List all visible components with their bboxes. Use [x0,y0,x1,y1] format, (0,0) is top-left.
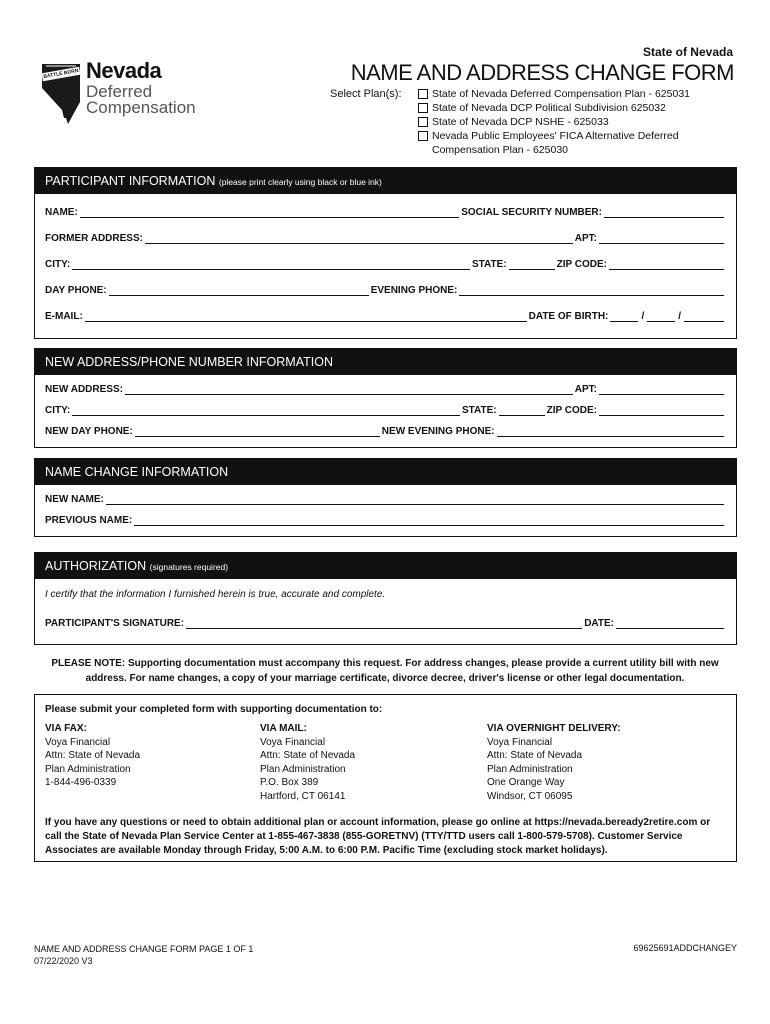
submission-heading: Please submit your completed form with supporting documentation to: [45,704,383,715]
former-address-field[interactable] [145,232,573,244]
state-field[interactable] [509,258,555,270]
participant-information-section [34,167,737,339]
former-address-row: FORMER ADDRESS: APT: [45,232,726,244]
section-header: NEW ADDRESS/PHONE NUMBER INFORMATION [35,349,736,375]
new-address-section [34,348,737,448]
nevada-deferred-compensation-logo [40,58,225,128]
signature-row: PARTICIPANT'S SIGNATURE: DATE: [45,617,726,629]
name-field[interactable] [80,206,459,218]
supporting-documentation-note: PLEASE NOTE: Supporting documentation must accompany this request. For address changes, please provide a current utility bill with new address. For name changes, a copy of your marriage certificate, divorce decree, driver's license or other legal documentation. [51,658,719,684]
new-zip-field[interactable] [599,404,724,416]
section-header: PARTICIPANT INFORMATION (please print clearly using black or blue ink) [35,168,736,194]
plan-checkbox[interactable] [418,131,428,141]
state-label: State of Nevada [642,45,733,59]
new-address-field[interactable] [125,383,573,395]
new-evening-phone-field[interactable] [497,425,724,437]
new-apt-field[interactable] [599,383,724,395]
plan-options [418,87,690,157]
logo-deferred-text: Deferred [86,82,153,101]
new-city-row: CITY: STATE: ZIP CODE: [45,404,726,416]
section-header: AUTHORIZATION (signatures required) [35,553,736,579]
fax-number: 1-844-496-0339 [45,777,117,788]
footer-form-code: 69625691ADDCHANGEY [633,943,737,953]
battle-born-ribbon: BATTLE BORN [43,67,79,81]
dob-year-field[interactable] [684,310,724,322]
logo-nevada-text: Nevada [86,58,162,83]
form-title: NAME AND ADDRESS CHANGE FORM [350,60,734,85]
former-apt-field[interactable] [599,232,724,244]
contact-information: If you have any questions or need to obtain additional plan or account information, please go online at https://nevada.beready2retire.com or call the State of Nevada Plan Service Center at 1-855-467-3838 (855-GORETNV) (TTY/TTD users call 1-800-579-5708). Customer Service Associates are available Monday through Friday, 5:00 A.M. to 6:00 P.M. Pacific Time (excluding stock market holidays). [45,817,711,856]
footer-page-info: NAME AND ADDRESS CHANGE FORM PAGE 1 OF 1 07/22/2020 V3 [34,944,254,966]
new-address-row: NEW ADDRESS: APT: [45,383,726,395]
phone-row: DAY PHONE: EVENING PHONE: [45,284,726,296]
name-row: NAME: SOCIAL SECURITY NUMBER: [45,206,726,218]
new-name-row: NEW NAME: [45,493,726,505]
via-fax-column: VIA FAX: Voya Financial Attn: State of Nevada Plan Administration 1-844-496-0339 [45,723,141,788]
previous-name-row: PREVIOUS NAME: [45,514,726,526]
certify-statement: I certify that the information I furnished herein is true, accurate and complete. [45,589,386,600]
logo-compensation-text: Compensation [86,98,196,117]
via-mail-column: VIA MAIL: Voya Financial Attn: State of Nevada Plan Administration P.O. Box 389 Hartford, CT 06141 [260,723,356,802]
section-header: NAME CHANGE INFORMATION [35,459,736,485]
new-phone-row: NEW DAY PHONE: NEW EVENING PHONE: [45,425,726,437]
signature-date-field[interactable] [616,617,724,629]
new-state-field[interactable] [499,404,545,416]
via-overnight-column: VIA OVERNIGHT DELIVERY: Voya Financial Attn: State of Nevada Plan Administration One Orange Way Windsor, CT 06095 [487,723,621,802]
email-field[interactable] [85,310,527,322]
select-plans-label: Select Plan(s): [330,88,402,100]
plan-option-625030[interactable]: Nevada Public Employees' FICA Alternative Deferred Compensation Plan - 625030 [418,129,690,157]
plan-checkbox[interactable] [418,103,428,113]
plan-checkbox[interactable] [418,117,428,127]
email-row: E-MAIL: DATE OF BIRTH: / / [45,310,726,322]
dob-day-field[interactable] [647,310,675,322]
plan-option-625031[interactable]: State of Nevada Deferred Compensation Plan - 625031 [418,87,690,101]
signature-field[interactable] [186,617,582,629]
name-change-section [34,458,737,537]
evening-phone-field[interactable] [459,284,724,296]
previous-name-field[interactable] [134,514,724,526]
new-city-field[interactable] [72,404,460,416]
dob-month-field[interactable] [610,310,638,322]
plan-option-625032[interactable]: State of Nevada DCP Political Subdivision 625032 [418,101,690,115]
plan-checkbox[interactable] [418,89,428,99]
authorization-section [34,552,737,645]
new-name-field[interactable] [106,493,724,505]
new-day-phone-field[interactable] [135,425,380,437]
zip-field[interactable] [609,258,724,270]
plan-option-625033[interactable]: State of Nevada DCP NSHE - 625033 [418,115,690,129]
ssn-field[interactable] [604,206,724,218]
day-phone-field[interactable] [109,284,369,296]
city-field[interactable] [72,258,470,270]
city-row: CITY: STATE: ZIP CODE: [45,258,726,270]
